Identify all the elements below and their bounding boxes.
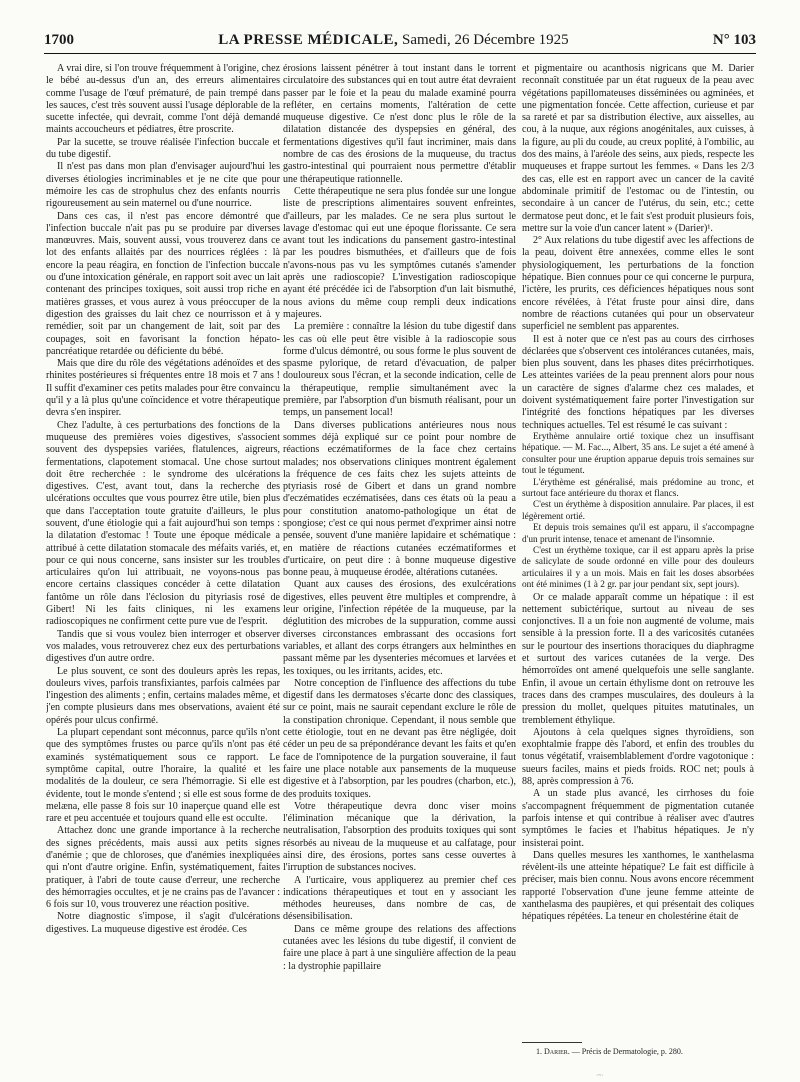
paragraph: Le plus souvent, ce sont des douleurs après les repas, douleurs vives, parfois transfixiantes, parfois calmées par l'ingestion des aliments ; enfin, certains malades même, et j'en compte plusieurs dans mes observations, avaient été opérés pour ulcus confirmé. [46, 665, 280, 726]
paragraph: Dans ces cas, il n'est pas encore démontré que l'infection buccale n'ait pas pu se produire par diverses manœuvres. Mais, souvent aussi, vous trouverez dans ce lot des enfants allaités par des nourrices réglées : là encore la peau réagira, en fonction de l'infection buccale ou d'une intoxication générale, en rapport soit avec un lait contenant des principes toxiques, soit aussi trop riche en matières grasses, et vous aurez à vous préoccuper de la digestion des graisses du lait chez ce nourrisson et à y remédier, soit par un changement de lait, soit par des coupages, soit en favorisant la fonction hépato-pancréatique retardée ou déficiente du bébé. [46, 210, 280, 357]
paragraph: A un stade plus avancé, les cirrhoses du foie s'accompagnent fréquemment de pigmentation cutanée parfois intense et qui contribue à réaliser avec d'autres symptômes le facies et l'habitus hépatiques. Je n'y insisterai point. [522, 788, 754, 849]
issue-number: N° 103 [712, 32, 756, 48]
paragraph: Et depuis trois semaines qu'il est apparu, il s'accompagne d'un prurit intense, tenace et amenant de l'insomnie. [522, 523, 754, 545]
issue-date: Samedi, 26 Décembre 1925 [402, 32, 569, 48]
paragraph: Dans diverses publications antérieures nous nous sommes déjà expliqué sur ce point pour nombre de réactions eczématiformes de la face chez certains malades; nos observations cliniques montrent également la fréquence de ces faits chez les sujets atteints de ptyriasis rosé de Gibert et dans un grand nombre d'eczématides eczématisées, dans ces états où la peau a pour constitution anatomo-pathologique un état de spongiose; c'est ce qui nous permet d'exprimer ainsi notre pensée, souvent d'une manière lapidaire et schématique : en matière de réactions cutanées eczématiformes et d'urticaire, on peut dire : à bonne muqueuse digestive bonne peau, à muqueuse érodée, altérations cutanées. [283, 419, 516, 579]
footnote-rule [522, 1042, 582, 1043]
paragraph: A l'urticaire, vous appliquerez au premier chef ces indications thérapeutiques et tout en y associant les méthodes heureuses, dans nombre de cas, de désensibilisation. [283, 874, 516, 923]
paragraph: Quant aux causes des érosions, des exulcérations digestives, elles peuvent être multiples et comprendre, à leur origine, l'infection répétée de la muqueuse, par la déglutition des microbes de la suppuration, comme aussi diverses circonstances embrassant des occasions fort variables, et allant des corps étrangers aux helminthes en passant même par les dysenteries mécomues et larvées et les toxiques, ou les irritants, acides, etc. [283, 579, 516, 677]
footnote-author: 1. Darier. [536, 1047, 570, 1056]
paragraph: C'est un érythème toxique, car il est apparu après la prise de salicylate de soude ordonné en ville pour des douleurs articulaires il y a un mois. Mais en fait les doses absorbées ont été minimes (1 à 2 gr. par jour pendant six, sept jours). [522, 545, 754, 591]
paragraph: Or ce malade apparaît comme un hépatique : il est nettement subictérique, surtout au niveau de ses conjonctives. Il a un foie non augmenté de volume, mais sensible à la pression forte. Il a des varicosités cutanées sur le pourtour des insertions thoraciques du diaphragme et surtout des varices cutanées de la verge. Des hémorroïdes ont amené quelquefois une selle sanglante. Enfin, il avoue un certain éthylisme dont on retrouve les traces dans des crampes musculaires, des douleurs à la pression du mollet, quelques pituites matutinales, un tremblement éthylique. [522, 591, 754, 726]
paragraph: Erythème annulaire ortié toxique chez un insuffisant hépatique. — M. Fac..., Albert, 35 ans. Le sujet a été amené à consulter pour une éruption apparue depuis trois semaines sur tout le tégument. [522, 431, 754, 477]
paragraph: L'érythème est généralisé, mais prédomine au tronc, et surtout face antérieure du thorax et flancs. [522, 477, 754, 499]
paragraph: Cette thérapeutique ne sera plus fondée sur une longue liste de prescriptions alimentaires souvent enfreintes, d'ailleurs, par les malades. Ce ne sera plus surtout le lavage d'estomac qui eut une époque florissante. Ce sera avant tout les indications du pansement gastro-intestinal par les poudres bismuthées, et d'ailleurs que de fois n'avons-nous pas vu les symptômes cutanés s'amender après une radioscopie? L'investigation radioscopique ayant été précédée ici de l'absorption d'un lait bismuthé, nous avions du même coup rempli deux indications majeures. [283, 185, 516, 320]
header-title [218, 32, 568, 49]
footnote-text: — Précis de Dermatologie, p. 280. [569, 1047, 683, 1056]
paragraph: La plupart cependant sont méconnus, parce qu'ils n'ont que des symptômes frustes ou parce qu'ils n'ont pas été examinés systématiquement sous ce rapport. Le symptôme capital, outre l'horaire, la qualité et les modalités de la douleur, ce sera l'hémorragie. Si elle est évidente, tout le monde s'entend ; si elle est sous forme de melæna, elle passe 8 fois sur 10 inaperçue quand elle est rare et peu accentuée et toujours quand elle est occulte. [46, 727, 280, 825]
text-column-1 [46, 63, 280, 1048]
paragraph: érosions laissent pénétrer à tout instant dans le torrent circulatoire des substances qui en tout autre état devraient passer par le foie et la peau du malade examiné pourra refléter, en certains moments, l'altération de cette muqueuse digestive. Ce n'est donc plus le rôle de la dilatation distancée des dyspepsies en général, des fermentations digestives qu'il faut incriminer, mais dans nombre de cas des érosions de la muqueuse, du tractus gastro-intestinal qui pourraient nous permettre d'établir une thérapeutique rationnelle. [283, 63, 516, 185]
paragraph: Chez l'adulte, à ces perturbations des fonctions de la muqueuse des premières voies digestives, s'associent souvent des dyspepsies variées, flatulences, aigreurs, fermentations, clapotement stomacal. Une chose surtout doit être recherchée : le syndrome des ulcérations digestives. C'est, avant tout, dans la recherche des ulcérations occultes que vous pourrez être utile, bien plus que dans l'acceptation toute gratuite d'ailleurs, le plus souvent, d'une étiologie qui a fait aujourd'hui son temps : la dilatation d'estomac ! Toute une époque médicale a attribué à cette dilatation stomacale des méfaits variés, et, pour ce qui nous concerne, sans insister sur les troubles articulaires qu'on lui attribuait, ne voyons-nous pas encore certains classiques concéder à cette dilatation fantôme un rôle dans l'éclosion du pityriasis rosé de Gibert! Ni les faits cliniques, ni les examens radioscopiques ne confirment cette pure vue de l'esprit. [46, 419, 280, 628]
paragraph: Il est à noter que ce n'est pas au cours des cirrhoses déclarées que s'observent ces intolérances cutanées, mais, bien plus souvent, dans les phases dites précirrhotiques. Les atteintes variées de la peau prennent alors pour nous un caractère de signes d'alarme chez ces malades, et doivent systématiquement faire porter l'investigation sur l'intégrité des fonctions hépatiques par les diverses techniques actuelles. Tel est résumé le cas suivant : [522, 333, 754, 431]
paragraph: Dans ce même groupe des relations des affections cutanées avec les lésions du tube digestif, il convient de faire une place à part à une singulière affection de la peau : la dystrophie papillaire [283, 923, 516, 972]
publication-name: LA PRESSE MÉDICALE, [218, 32, 399, 48]
text-column-3 [522, 63, 754, 1048]
paragraph: Ajoutons à cela quelques signes thyroïdiens, son exophtalmie frappe dès l'abord, et enfin des troubles du tonus végétatif, vraisemblablement d'ordre vagotonique : sueurs faciles, mains et pieds froids. ROC net; pouls à 88, après compression à 76. [522, 726, 754, 788]
paragraph: La première : connaître la lésion du tube digestif dans les cas où elle peut être visible à la radioscopie sous forme d'ulcus démontré, ou sous forme le plus souvent de spasme pylorique, de retard d'évacuation, de palper douloureux sous l'écran, et la seconde indication, celle de la thérapeutique, remplie simultanément avec la première, par l'absorption d'un bismuth réalisant, pour un temps, un pansement local! [283, 321, 516, 419]
paragraph: Par la sucette, se trouve réalisée l'infection buccale et du tube digestif. [46, 136, 280, 161]
paragraph: C'est un érythème à disposition annulaire. Par places, il est légèrement ortié. [522, 500, 754, 522]
text-column-2 [283, 63, 516, 1048]
paragraph: et pigmentaire ou acanthosis nigricans que M. Darier reconnaît constituée par un état rugueux de la peau avec végétations papillomateuses disséminées ou agminées, et une pigmentation foncée. Cette affection, curieuse et par sa rareté et par sa distribution élective, aux aisselles, au cou, à la nuque, aux régions anogénitales, aux cuisses, à la figure, au pli du coude, au creux poplité, à l'ombilic, au dos des mains, à l'aréole des seins, aux pieds, respecte les muqueuses et frappe surtout les femmes. « Dans les 2/3 des cas, elle est en rapport avec un cancer de la cavité abdominale primitif de l'estomac ou de l'intestin, ou secondaire à un cancer de l'utérus, du sein, etc.; cette dermatose peut donc, et le fait s'est produit plusieurs fois, mettre sur la voie d'un cancer latent » (Darier)¹. [522, 63, 754, 234]
paragraph: Mais que dire du rôle des végétations adénoïdes et des rhinites postérieures si fréquentes entre 18 mois et 7 ans ! Il suffit d'examiner ces petits malades pour être convaincu qu'il y a là plus qu'une coïncidence et votre thérapeutique devra s'en inspirer. [46, 358, 280, 419]
paragraph: Il n'est pas dans mon plan d'envisager aujourd'hui les diverses étiologies incriminables et je ne cite que pour mémoire les cas de strophulus chez des enfants nourris rigoureusement au sein maternel ou d'une nourrice. [46, 161, 280, 210]
paragraph: Attachez donc une grande importance à la recherche des signes précédents, mais aussi aux petits signes d'anémie ; que de chloroses, que d'anémies inexpliquées qui n'ont d'autre origine. Enfin, systématiquement, faites pratiquer, à l'abri de toute cause d'erreur, une recherche des hémorragies occultes, et je ne crains pas de l'avancer : 6 fois sur 10, vous trouverez une réaction positive. [46, 825, 280, 911]
page-header [44, 30, 756, 54]
paragraph: Votre thérapeutique devra donc viser moins l'élimination mécanique que la dérivation, la neutralisation, l'absorption des produits toxiques qui sont résorbés au niveau de la muqueuse et au calfatage, pour ainsi dire, des érosions, portes sans cesse ouvertes à l'irruption de substances nocives. [283, 800, 516, 874]
paragraph: Dans quelles mesures les xanthomes, le xanthelasma révèlent-ils une atteinte hépatique? Le fait est difficile à préciser, mais bien connu. Nous avons encore récemment rapporté l'observation d'une jeune femme atteinte de xanthelasma des paupières, et qui présentait des coliques hépatiques répétées. La teneur en cholestérine était de [522, 849, 754, 923]
paragraph: Tandis que si vous voulez bien interroger et observer vos malades, vous retrouverez chez eux des perturbations digestives d'un autre ordre. [46, 628, 280, 665]
paragraph: Notre conception de l'influence des affections du tube digestif dans les dermatoses s'écarte donc des classiques, sur ce point, mais ne saurait cependant exclure le rôle de la constipation chronique. Cependant, il nous semble que cette étiologie, tout en ne devant pas être négligée, doit céder un peu de sa prépondérance devant les faits et qu'en face de l'omnipotence de la purgation souveraine, il faut faire une place notable aux pansements de la muqueuse digestive et à l'absorption, par les poudres (charbon, etc.), des produits toxiques. [283, 677, 516, 800]
paragraph: A vrai dire, si l'on trouve fréquemment à l'origine, chez le bébé au-dessus d'un an, des erreurs alimentaires comme l'usage de l'œuf prématuré, de pain trempé dans les sauces, c'est très souvent aussi l'usage déplorable de la sucette infectée, qui devrait, comme l'ont déjà demandé maints accoucheurs et pédiatres, être proscrite. [46, 63, 280, 136]
footnote [536, 1047, 756, 1056]
page-number: 1700 [44, 32, 74, 48]
paragraph: 2° Aux relations du tube digestif avec les affections de la peau, doivent être annexées, comme elles le sont physiologiquement, les perturbations de la fonction hépatique. Bien connues pour ce qui concerne le purpura, l'ictère, les prurits, ces déficiences hépatiques nous sont encore révélées, à l'état fruste pour ainsi dire, dans nombre de réactions cutanées qui pour un observateur superficiel ne semblent pas apparentes. [522, 235, 754, 333]
print-mark: ·~· [596, 1073, 604, 1079]
article-body [46, 63, 754, 1048]
paragraph: Notre diagnostic s'impose, il s'agit d'ulcérations digestives. La muqueuse digestive est érodée. Ces [46, 911, 280, 935]
